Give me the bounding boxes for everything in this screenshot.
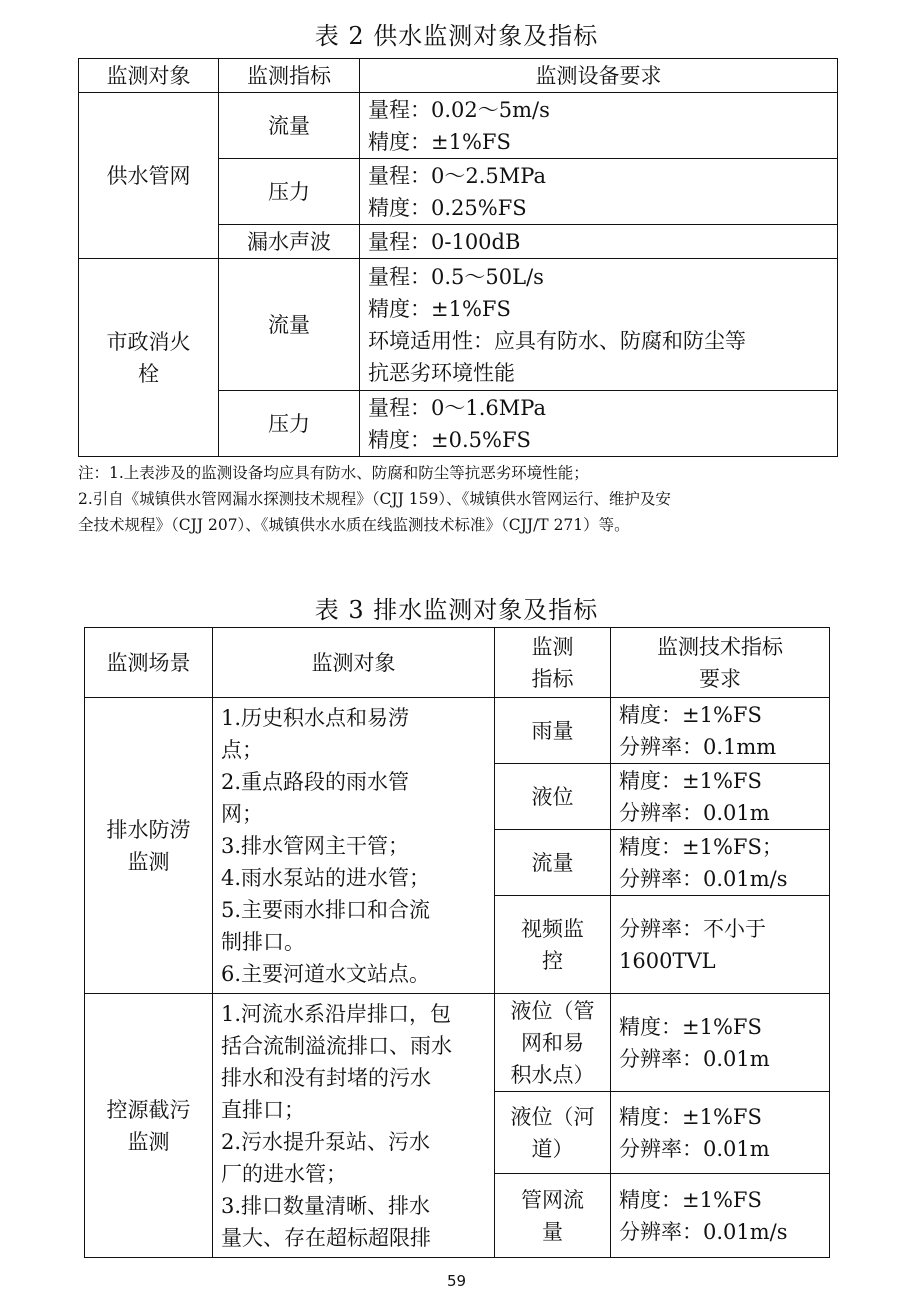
table3-indicator-cell: 液位 [495, 764, 611, 830]
table3-indicator-cell: 管网流 量 [495, 1174, 611, 1258]
table3-indicator-cell: 流量 [495, 830, 611, 896]
object-line: 排水和没有封堵的污水 [221, 1066, 431, 1090]
table-row [85, 994, 830, 1092]
table3-requirement-cell: 精度：±1%FS； 分辨率：0.01m/s [611, 830, 830, 896]
object-line: 市政消火 [106, 329, 191, 354]
requirement-line: 量程：0.5～50L/s [368, 264, 544, 289]
table3-scene-cell: 控源截污 监测 [85, 994, 213, 1258]
table2-indicator-cell: 流量 [219, 93, 360, 159]
requirement-line: 量程：0.02～5m/s [368, 97, 550, 122]
requirement-line: 精度：0.25%FS [368, 195, 527, 220]
requirement-line: 量程：0～1.6MPa [368, 395, 546, 420]
table2-requirement-cell [360, 159, 838, 225]
table3-requirement-cell: 分辨率：不小于 1600TVL [611, 896, 830, 994]
table3 [84, 627, 830, 1258]
object-line: 网； [221, 802, 263, 826]
table2-header-requirement: 监测设备要求 [360, 59, 838, 93]
table2-caption: 表 2 供水监测对象及指标 [314, 22, 599, 50]
table3-header-row [85, 628, 830, 698]
table3-indicator-cell: 视频监 控 [495, 896, 611, 994]
table2-header-indicator: 监测指标 [219, 59, 360, 93]
object-line: 5.主要雨水排口和合流 [221, 898, 431, 922]
table2-indicator-cell: 压力 [219, 159, 360, 225]
object-line: 厂的进水管； [221, 1162, 347, 1186]
object-line: 制排口。 [221, 930, 305, 954]
object-line: 1.河流水系沿岸排口，包 [221, 1002, 452, 1026]
table-row [79, 93, 838, 159]
requirement-line: 精度：±1%FS [368, 129, 511, 154]
table3-indicator-cell: 液位（管 网和易 积水点） [495, 994, 611, 1092]
table3-object-cell [213, 994, 495, 1258]
table2-notes [78, 460, 838, 538]
requirement-line: 量程：0～2.5MPa [368, 163, 546, 188]
object-line: 2.污水提升泵站、污水 [221, 1130, 431, 1154]
object-line: 量大、存在超标超限排 [221, 1226, 431, 1250]
table3-requirement-cell: 精度：±1%FS 分辨率：0.01m [611, 764, 830, 830]
object-line: 6.主要河道水文站点。 [221, 962, 431, 986]
table2 [78, 58, 838, 457]
table3-caption: 表 3 排水监测对象及指标 [314, 596, 599, 624]
table3-indicator-cell: 液位（河 道） [495, 1092, 611, 1174]
requirement-line: 量程：0-100dB [368, 229, 521, 254]
table2-requirement-cell [360, 391, 838, 457]
table2-requirement-cell [360, 259, 838, 391]
table3-requirement-cell: 精度：±1%FS 分辨率：0.01m [611, 1092, 830, 1174]
page-number: 59 [446, 1272, 467, 1290]
object-line: 点； [221, 738, 263, 762]
table3-requirement-cell: 精度：±1%FS 分辨率：0.01m/s [611, 1174, 830, 1258]
table3-header-requirement: 监测技术指标 要求 [611, 628, 830, 698]
object-line: 3.排水管网主干管； [221, 834, 410, 858]
object-line: 2.重点路段的雨水管 [221, 770, 410, 794]
table2-object-cell [79, 259, 219, 457]
table3-requirement-cell: 精度：±1%FS 分辨率：0.1mm [611, 698, 830, 764]
table2-requirement-cell [360, 93, 838, 159]
object-line: 括合流制溢流排口、雨水 [221, 1034, 452, 1058]
requirement-line: 抗恶劣环境性能 [368, 360, 515, 385]
object-line: 1.历史积水点和易涝 [221, 706, 410, 730]
table2-indicator-cell: 压力 [219, 391, 360, 457]
table3-requirement-cell: 精度：±1%FS 分辨率：0.01m [611, 994, 830, 1092]
table-row [85, 698, 830, 764]
object-line: 栓 [138, 361, 159, 386]
table3-scene-cell: 排水防涝 监测 [85, 698, 213, 994]
note-line: 全技术规程》（CJJ 207）、《城镇供水水质在线监测技术标准》（CJJ/T 271）等。 [78, 516, 630, 534]
table3-header-indicator: 监测 指标 [495, 628, 611, 698]
table3-header-scene: 监测场景 [85, 628, 213, 698]
table2-header-row [79, 59, 838, 93]
note-line: 注：1.上表涉及的监测设备均应具有防水、防腐和防尘等抗恶劣环境性能； [78, 464, 589, 482]
object-line: 直排口； [221, 1098, 305, 1122]
table-row [79, 259, 838, 391]
object-line: 4.雨水泵站的进水管； [221, 866, 431, 890]
requirement-line: 环境适用性：应具有防水、防腐和防尘等 [368, 328, 746, 353]
requirement-line: 精度：±1%FS [368, 296, 511, 321]
table2-header-object: 监测对象 [79, 59, 219, 93]
table3-indicator-cell: 雨量 [495, 698, 611, 764]
table2-object-cell: 供水管网 [79, 93, 219, 259]
table2-indicator-cell: 流量 [219, 259, 360, 391]
requirement-line: 精度：±0.5%FS [368, 427, 531, 452]
note-line: 2.引自《城镇供水管网漏水探测技术规程》（CJJ 159）、《城镇供水管网运行、维护及安 [78, 490, 671, 508]
table2-indicator-cell: 漏水声波 [219, 225, 360, 259]
object-line: 3.排口数量清晰、排水 [221, 1194, 431, 1218]
table3-header-object: 监测对象 [213, 628, 495, 698]
table2-requirement-cell [360, 225, 838, 259]
table3-object-cell [213, 698, 495, 994]
